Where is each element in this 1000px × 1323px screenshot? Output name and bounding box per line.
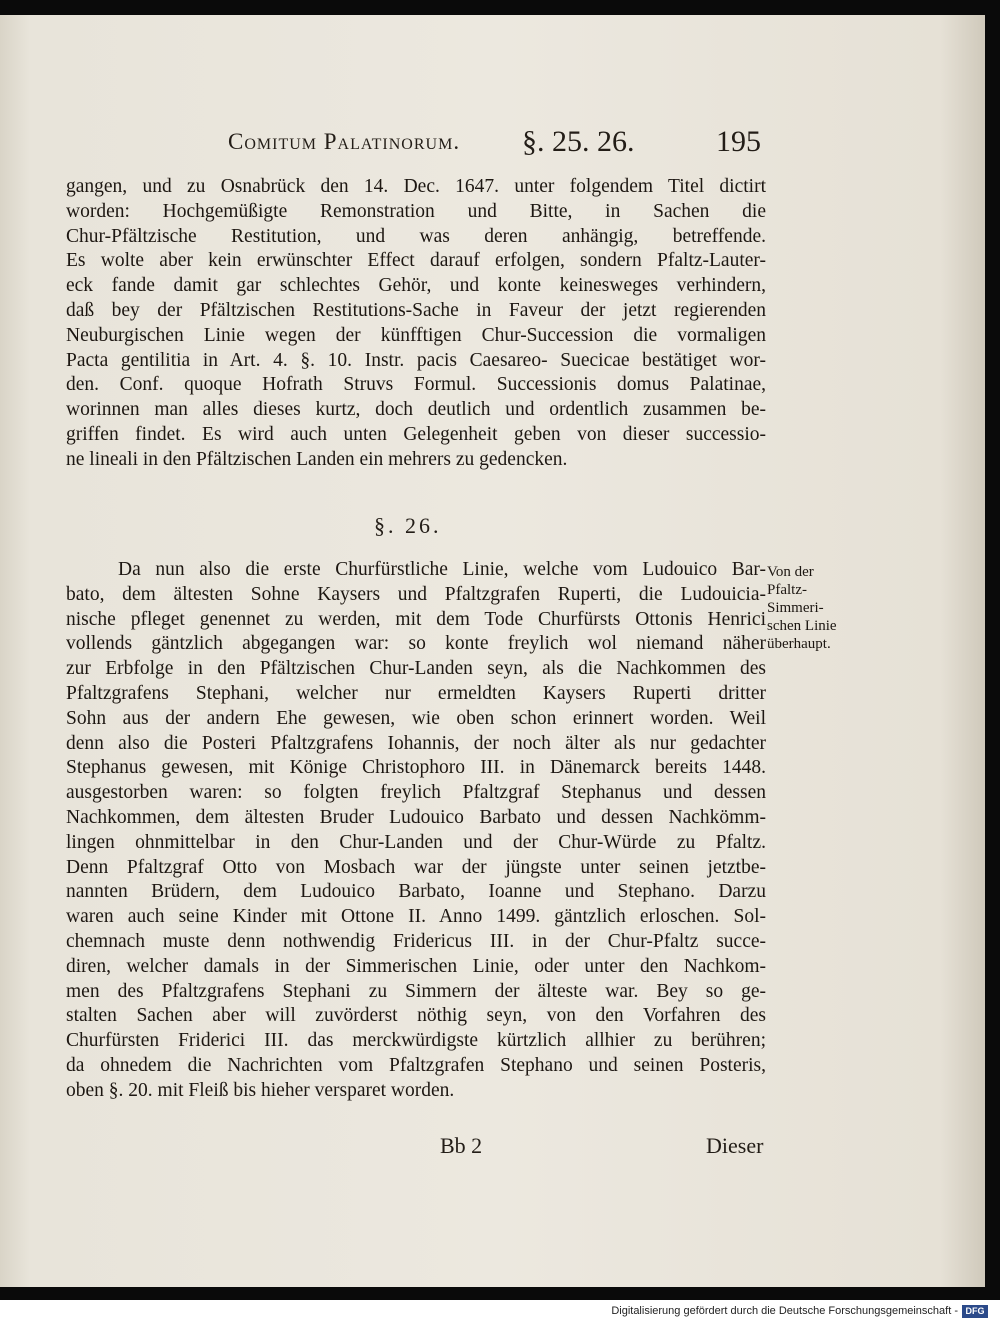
marginal-line: Pfaltz- [767, 582, 807, 598]
text-line: lingen ohnmittelbar in den Chur-Landen und der Chur-Würde zu Pfaltz. [66, 831, 766, 853]
text-line: oben §. 20. mit Fleiß bis hieher versparet worden. [66, 1079, 455, 1101]
paragraph-continued [66, 175, 766, 473]
text-line: Es wolte aber kein erwünschter Effect darauf erfolgen, sondern Pfaltz-Lauter- [66, 250, 766, 272]
text-line: stalten Sachen aber will zuvörderst nöthig seyn, von den Vorfahren des [66, 1005, 766, 1027]
text-line: vollends gäntzlich abgegangen war: so konte freylich wol niemand näher [66, 633, 766, 655]
text-line: den. Conf. quoque Hofrath Struvs Formul. Successionis domus Palatinae, [66, 374, 766, 396]
text-line: worden: Hochgemüßigte Remonstration und Bitte, in Sachen die [66, 200, 766, 222]
text-line: denn also die Posteri Pfaltzgrafens Iohannis, der noch älter als nur gedachter [66, 732, 766, 754]
text-line: zur Erbfolge in den Pfältzischen Chur-Landen seyn, als die Nachkommen des [66, 658, 766, 680]
text-line: Pfaltzgrafens Stephani, welcher nur ermeldten Kaysers Ruperti dritter [66, 682, 766, 704]
text-line: Sohn aus der andern Ehe gewesen, wie oben schon erinnert worden. Weil [66, 707, 766, 729]
section-reference: §. 25. 26. [522, 125, 635, 158]
running-title: Comitum Palatinorum. [228, 129, 461, 154]
text-line: daß bey der Pfältzischen Restitutions-Sache in Faveur der jetzt regierenden [66, 299, 766, 321]
text-line: worinnen man alles dieses kurtz, doch deutlich und ordentlich zusammen be- [66, 399, 766, 421]
text-line: Stephanus gewesen, mit Könige Christophoro III. in Dänemarck bereits 1448. [66, 757, 766, 779]
text-line: eck fande damit gar schlechtes Gehör, und konte keinesweges verhindern, [66, 275, 766, 297]
text-line: diren, welcher damals in der Simmerischen Linie, oder unter den Nachkom- [66, 955, 766, 977]
marginal-line: schen Linie [767, 618, 837, 634]
section-heading: §. 26. [374, 513, 442, 538]
page-header [0, 127, 985, 167]
marginal-line: Simmeri- [767, 600, 824, 616]
footer-bar [0, 1300, 1000, 1323]
text-line: Neuburgischen Linie wegen der künfftigen Chur-Succession die vormaligen [66, 324, 766, 346]
catchword: Dieser [706, 1133, 764, 1158]
text-line: griffen findet. Es wird auch unten Gelegenheit geben von dieser successio- [66, 423, 766, 445]
marginal-line: überhaupt. [767, 636, 831, 652]
text-line: Da nun also die erste Churfürstliche Linie, welche vom Ludouico Bar- [118, 559, 766, 580]
signature-mark: Bb 2 [440, 1133, 483, 1158]
text-line: ne lineali in den Pfältzischen Landen ein mehrers zu gedencken. [66, 448, 568, 470]
page-number: 195 [716, 125, 761, 158]
marginal-note [767, 563, 857, 653]
marginal-line: Von der [767, 564, 814, 580]
funding-credit: Digitalisierung gefördert durch die Deutsche Forschungsgemeinschaft - [611, 1305, 958, 1317]
text-line: da ohnedem die Nachrichten vom Pfaltzgrafen Stephano und seinen Posteris, [66, 1054, 766, 1076]
dfg-logo: DFG [962, 1305, 988, 1318]
text-line: Churfürsten Friderici III. das merckwürdigste kürtzlich allhier zu berühren; [66, 1030, 766, 1052]
book-page [0, 15, 985, 1287]
paragraph-section-26 [66, 558, 766, 1104]
text-line: gangen, und zu Osnabrück den 14. Dec. 1647. unter folgendem Titel dictirt [66, 176, 766, 197]
text-line: ausgestorben waren: so folgten freylich Pfaltzgraf Stephanus und dessen [66, 782, 766, 804]
text-line: chemnach muste denn nothwendig Fridericus III. in der Chur-Pfaltz succe- [66, 930, 766, 952]
text-line: Denn Pfaltzgraf Otto von Mosbach war der jüngste unter seinen jetztbe- [66, 856, 766, 878]
text-line: nannten Brüdern, dem Ludouico Barbato, Ioanne und Stephano. Darzu [66, 881, 766, 903]
text-line: waren auch seine Kinder mit Ottone II. Anno 1499. gäntzlich erloschen. Sol- [66, 906, 766, 928]
text-line: Pacta gentilitia in Art. 4. §. 10. Instr. pacis Caesareo- Suecicae bestätiget wor- [66, 349, 766, 371]
text-line: Chur-Pfältzische Restitution, und was deren anhängig, betreffende. [66, 225, 766, 247]
text-line: nische pfleget genennet zu werden, mit dem Tode Churfürsts Ottonis Henrici [66, 608, 766, 630]
text-line: bato, dem ältesten Sohne Kaysers und Pfaltzgrafen Ruperti, die Ludouicia- [66, 583, 766, 605]
text-line: Nachkommen, dem ältesten Bruder Ludouico Barbato und dessen Nachkömm- [66, 806, 766, 828]
text-line: men des Pfaltzgrafens Stephani zu Simmern der älteste war. Bey so ge- [66, 980, 766, 1002]
